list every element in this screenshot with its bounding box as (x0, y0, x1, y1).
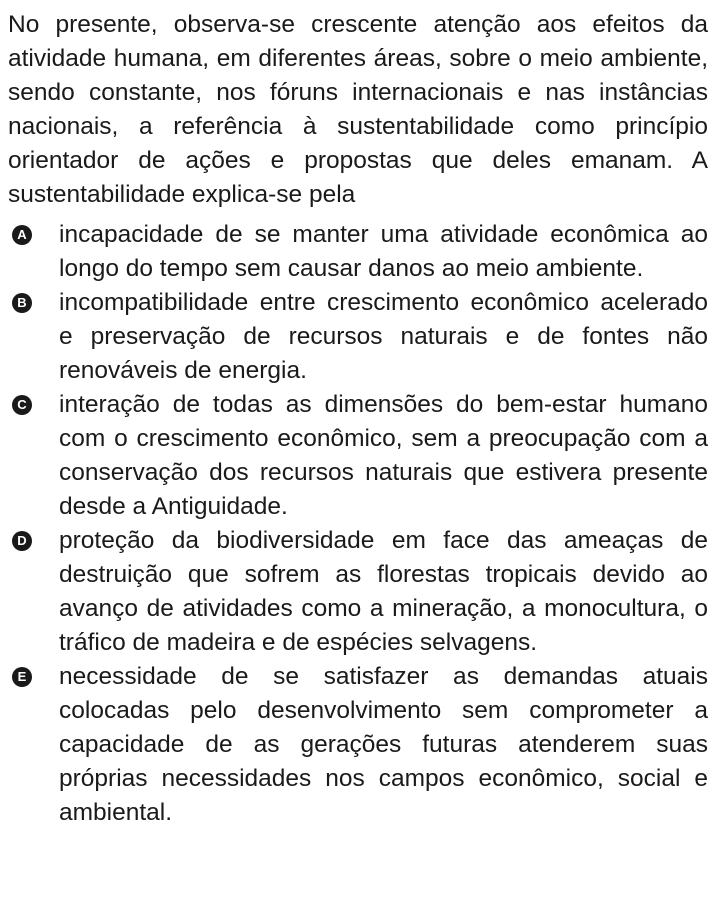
option-a-marker-icon: A (12, 225, 32, 245)
option-d-marker-icon: D (12, 531, 32, 551)
option-a[interactable] (8, 218, 708, 286)
option-c-marker-icon: C (12, 395, 32, 415)
option-c-text: interação de todas as dimensões do bem-estar humano com o crescimento econômico, sem a preocupação com a conservação dos recursos naturais que estivera presente desde a Antiguidade. (59, 391, 708, 520)
option-e[interactable] (8, 660, 708, 830)
question-stem: No presente, observa-se crescente atenção aos efeitos da atividade humana, em diferentes áreas, sobre o meio ambiente, sendo constante, nos fóruns internacionais e nas instâncias nacionais, a referência à sustentabilidade como princípio orientador de ações e propostas que deles emanam. A sustentabilidade explica-se pela (8, 11, 708, 208)
option-b[interactable] (8, 286, 708, 388)
option-a-text: incapacidade de se manter uma atividade econômica ao longo do tempo sem causar danos ao meio ambiente. (59, 221, 708, 282)
option-e-marker-icon: E (12, 667, 32, 687)
option-b-marker-icon: B (12, 293, 32, 313)
answer-options (8, 218, 708, 830)
option-b-text: incompatibilidade entre crescimento econômico acelerado e preservação de recursos naturais e de fontes não renováveis de energia. (59, 289, 708, 384)
option-d[interactable] (8, 524, 708, 660)
option-c[interactable] (8, 388, 708, 524)
option-d-text: proteção da biodiversidade em face das ameaças de destruição que sofrem as florestas tropicais devido ao avanço de atividades como a mineração, a monocultura, o tráfico de madeira e de espécies selvagens. (59, 527, 708, 656)
option-e-text: necessidade de se satisfazer as demandas atuais colocadas pelo desenvolvimento sem comprometer a capacidade de as gerações futuras atenderem suas próprias necessidades nos campos econômico, social e ambiental. (59, 663, 708, 826)
